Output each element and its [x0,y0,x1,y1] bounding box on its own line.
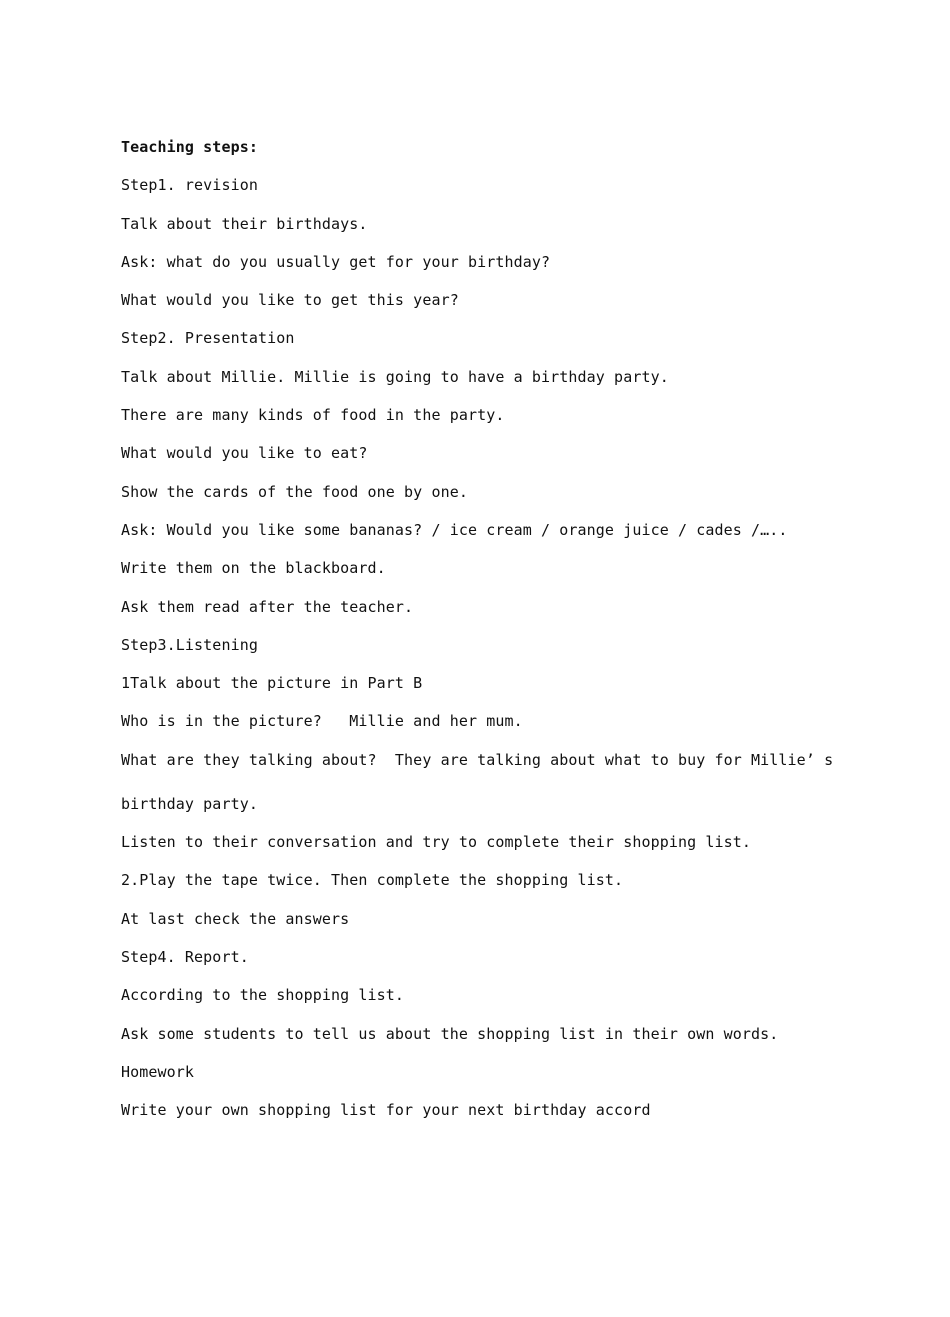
text-line: Show the cards of the food one by one. [121,482,468,501]
text-line: There are many kinds of food in the party. [121,406,505,425]
text-line-continued: birthday party. [121,794,258,813]
homework-title: Homework [121,1062,195,1081]
step4-title: Step4. Report. [121,947,249,966]
text-line: Write your own shopping list for your next birthday accord [121,1101,651,1120]
text-line: Ask them read after the teacher. [121,597,414,616]
text-line: 1Talk about the picture in Part B [121,674,423,693]
section-heading: Teaching steps: [121,138,258,156]
step1-title: Step1. revision [121,176,258,195]
text-line: What are they talking about? They are talking about what to buy for Millie’ s [121,750,834,769]
text-line: According to the shopping list. [121,986,405,1005]
text-line: Talk about Millie. Millie is going to have a birthday party. [121,367,669,386]
text-line: Ask: what do you usually get for your birthday? [121,252,551,271]
document-body [121,137,881,1138]
text-line: Write them on the blackboard. [121,559,386,578]
text-line: What would you like to get this year? [121,291,459,310]
text-line: Listen to their conversation and try to complete their shopping list. [121,833,752,852]
text-line: Who is in the picture? Millie and her mum. [121,712,523,731]
text-line: At last check the answers [121,909,350,928]
text-line: Ask some students to tell us about the shopping list in their own words. [121,1024,779,1043]
text-line: 2.Play the tape twice. Then complete the shopping list. [121,871,624,890]
step3-title: Step3.Listening [121,635,258,654]
text-line: What would you like to eat? [121,444,368,463]
step2-title: Step2. Presentation [121,329,295,348]
text-line: Ask: Would you like some bananas? / ice cream / orange juice / cades /….. [121,520,788,539]
text-line: Talk about their birthdays. [121,214,368,233]
